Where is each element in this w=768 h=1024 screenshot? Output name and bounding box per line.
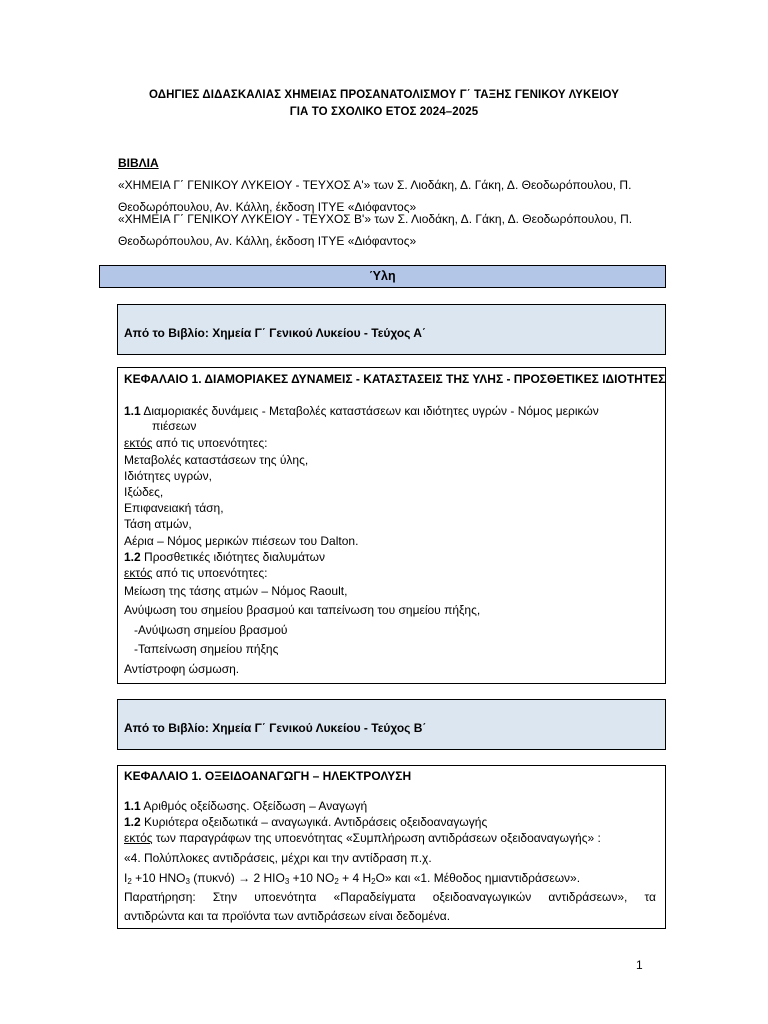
- subsection-number: 1.2: [124, 815, 141, 829]
- book-label-box-a: [117, 304, 666, 355]
- list-subitem: -Ανύψωση σημείου βρασμού: [134, 623, 288, 637]
- eq-part: + 4 H: [338, 871, 372, 885]
- page-number: 1: [636, 958, 643, 972]
- book-label-b: Από το Βιβλίο: Χημεία Γ΄ Γενικού Λυκείου - Τεύχος Β΄: [124, 721, 427, 735]
- chapter-title-a: ΚΕΦΑΛΑΙΟ 1. ΔΙΑΜΟΡΙΑΚΕΣ ΔΥΝΑΜΕΙΣ - ΚΑΤΑΣΤΑΣΕΙΣ ΤΗΣ ΥΛΗΣ - ΠΡΟΣΘΕΤΙΚΕΣ ΙΔΙΟΤΗΤΕΣ: [124, 372, 666, 386]
- note-line: αντιδρώντα και τα προϊόντα των αντιδράσεων είναι δεδομένα.: [124, 909, 451, 923]
- subsection-number: 1.1: [124, 404, 141, 418]
- note-line: Παρατήρηση: Στην υποενότητα «Παραδείγματα οξειδοαναγωγικών αντιδράσεων», τα: [124, 890, 656, 904]
- chapter-box-a: [117, 367, 666, 684]
- document-title-line1: ΟΔΗΓΙΕΣ ΔΙΔΑΣΚΑΛΙΑΣ ΧΗΜΕΙΑΣ ΠΡΟΣΑΝΑΤΟΛΙΣΜΟΥ Γ΄ ΤΑΞΗΣ ΓΕΝΙΚΟΥ ΛΥΚΕΙΟΥ: [148, 89, 620, 101]
- eq-part: I: [124, 871, 128, 885]
- except-line: [124, 831, 601, 845]
- list-item: Αέρια – Νόμος μερικών πιέσεων του Dalton.: [124, 534, 359, 548]
- eq-sub: 3: [185, 877, 190, 886]
- list-item: Ιδιότητες υγρών,: [124, 469, 212, 483]
- subsection-text: Κυριότερα οξειδωτικά – αναγωγικά. Αντιδράσεις οξειδοαναγωγής: [144, 815, 488, 829]
- books-heading: [118, 152, 663, 174]
- chapter-box-b: [117, 765, 666, 929]
- complex-reactions-line: «4. Πολύπλοκες αντιδράσεις, μέχρι και την αντίδραση π.χ.: [124, 851, 432, 865]
- books-line: Θεοδωρόπουλου, Αν. Κάλλη, έκδοση ΙΤΥΕ «Διόφαντος»: [118, 200, 417, 214]
- books-heading-label: ΒΙΒΛΙΑ: [118, 156, 159, 170]
- book-label-box-b: [117, 699, 666, 750]
- subsection-1-1: [124, 404, 599, 418]
- eq-part: +10 NO: [289, 871, 335, 885]
- eq-part: (πυκνό): [189, 871, 239, 885]
- subsection-text-cont: πιέσεων: [152, 419, 197, 433]
- eq-part: O» και «1. Μέθοδος ημιαντιδράσεων».: [375, 871, 581, 885]
- except-line: [124, 566, 267, 580]
- subsection-number: 1.1: [124, 799, 141, 813]
- list-subitem: -Ταπείνωση σημείου πήξης: [134, 642, 279, 656]
- document-title-line2: ΓΙΑ ΤΟ ΣΧΟΛΙΚΟ ΕΤΟΣ 2024–2025: [289, 106, 479, 118]
- subsection-number: 1.2: [124, 550, 141, 564]
- except-rest: από τις υποενότητες:: [152, 436, 268, 450]
- list-item: Μεταβολές καταστάσεων της ύλης,: [124, 453, 309, 467]
- arrow-icon: →: [238, 871, 251, 885]
- except-line: [124, 436, 267, 450]
- eq-sub: 2: [334, 877, 339, 886]
- books-line: «ΧΗΜΕΙΑ Γ΄ ΓΕΝΙΚΟΥ ΛΥΚΕΙΟΥ - ΤΕΥΧΟΣ Β'» των Σ. Λιοδάκη, Δ. Γάκη, Δ. Θεοδωρόπουλου, Π.: [118, 212, 633, 226]
- list-item: Ιξώδες,: [124, 485, 164, 499]
- yli-header: Ύλη: [99, 265, 666, 288]
- list-item: Αντίστροφη ώσμωση.: [124, 662, 240, 676]
- eq-sub: 2: [127, 877, 132, 886]
- list-item: Τάση ατμών,: [124, 517, 192, 531]
- books-line: Θεοδωρόπουλου, Αν. Κάλλη, έκδοση ΙΤΥΕ «Διόφαντος»: [118, 234, 417, 248]
- except-word: εκτός: [124, 566, 153, 580]
- subsection-1-1: [124, 799, 367, 813]
- subsection-text: Προσθετικές ιδιότητες διαλυμάτων: [144, 550, 325, 564]
- except-rest: από τις υποενότητες:: [152, 566, 268, 580]
- list-item: Μείωση της τάσης ατμών – Νόμος Raoult,: [124, 584, 348, 598]
- books-line: «ΧΗΜΕΙΑ Γ΄ ΓΕΝΙΚΟΥ ΛΥΚΕΙΟΥ - ΤΕΥΧΟΣ Α'» των Σ. Λιοδάκη, Δ. Γάκη, Δ. Θεοδωρόπουλου, Π.: [118, 178, 632, 192]
- eq-part: +10 HNO: [131, 871, 186, 885]
- equation-line: [124, 871, 580, 886]
- subsection-text: Αριθμός οξείδωσης. Οξείδωση – Αναγωγή: [143, 799, 368, 813]
- subsection-1-2: [124, 550, 325, 564]
- eq-part: 2 HIO: [250, 871, 285, 885]
- except-word: εκτός: [124, 831, 153, 845]
- chapter-title-b: ΚΕΦΑΛΑΙΟ 1. ΟΞΕΙΔΟΑΝΑΓΩΓΗ – ΗΛΕΚΤΡΟΛΥΣΗ: [124, 769, 412, 783]
- subsection-text: Διαμοριακές δυνάμεις - Μεταβολές καταστάσεων και ιδιότητες υγρών - Νόμος μερικών: [143, 404, 599, 418]
- list-item: Επιφανειακή τάση,: [124, 501, 224, 515]
- book-label-a: Από το Βιβλίο: Χημεία Γ΄ Γενικού Λυκείου - Τεύχος Α΄: [124, 326, 426, 340]
- list-item: Ανύψωση του σημείου βρασμού και ταπείνωση του σημείου πήξης,: [124, 603, 481, 617]
- subsection-1-2: [124, 815, 487, 829]
- eq-sub: 2: [371, 877, 376, 886]
- eq-sub: 3: [284, 877, 290, 886]
- except-rest: των παραγράφων της υποενότητας «Συμπλήρωση αντιδράσεων οξειδοαναγωγής» :: [152, 831, 601, 845]
- except-word: εκτός: [124, 436, 153, 450]
